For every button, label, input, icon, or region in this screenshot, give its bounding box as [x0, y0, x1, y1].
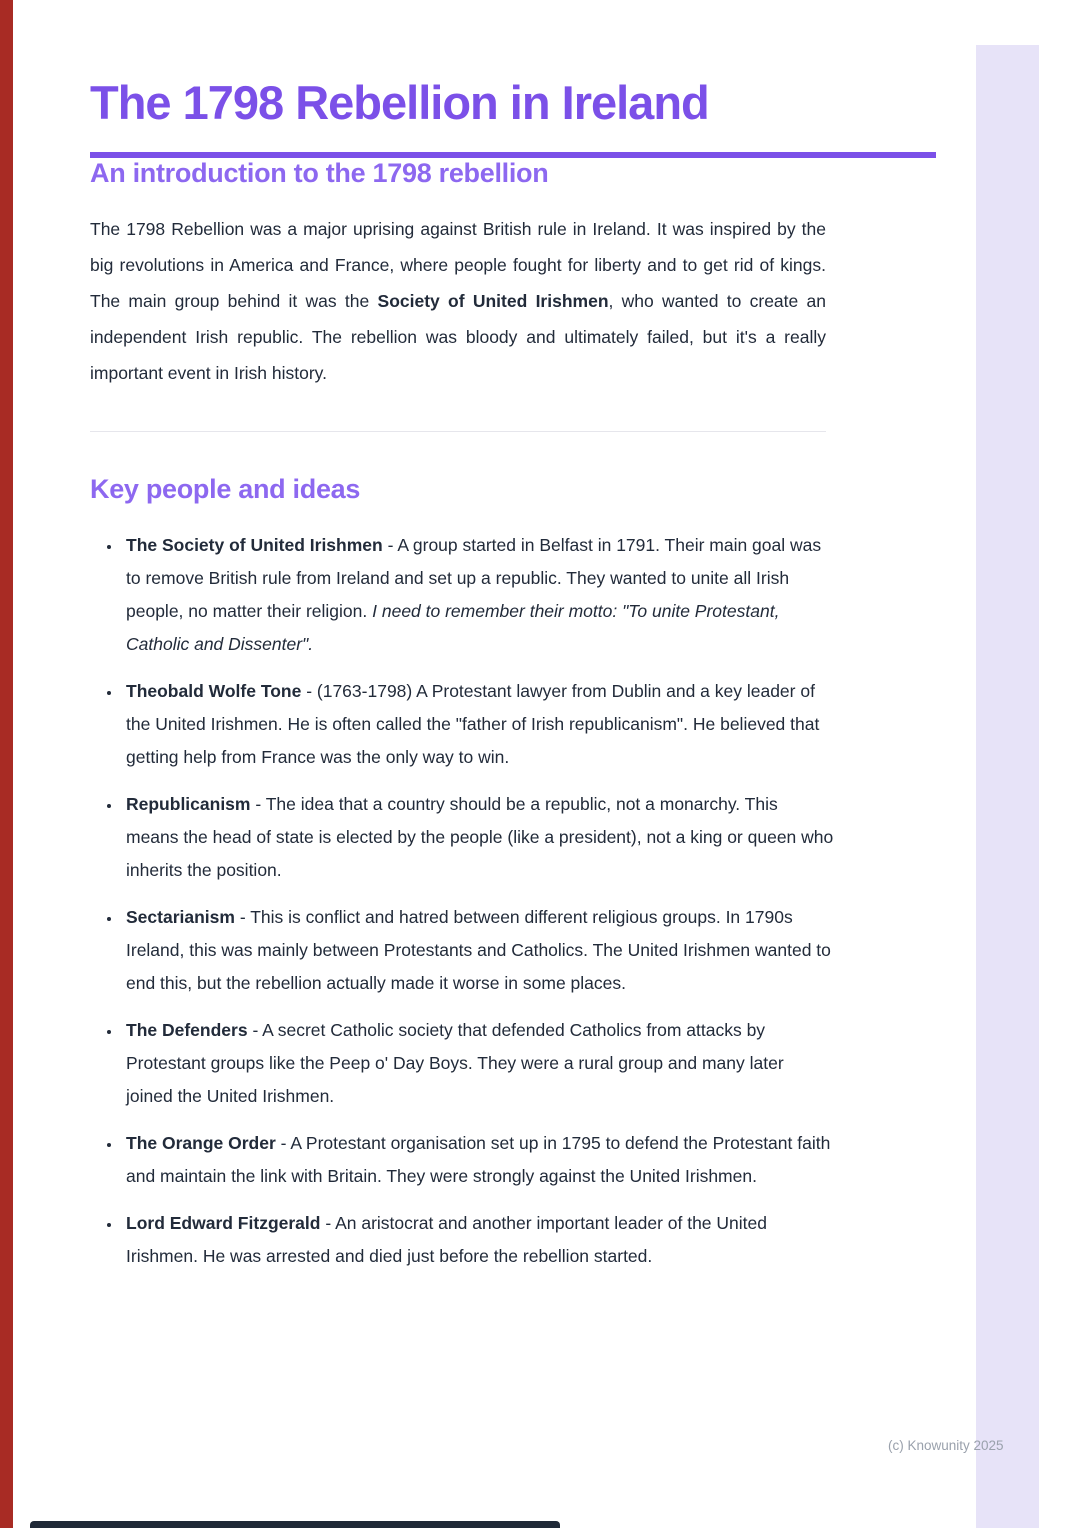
term: Republicanism [126, 794, 251, 815]
term: The Defenders [126, 1020, 248, 1041]
term: The Orange Order [126, 1133, 276, 1154]
term-description: - A group started in Belfast in 1791. Their main goal was to remove British rule from Ireland and set up a republic. They wanted to unite all Irish people, no matter their religion. [126, 535, 822, 622]
list-item [122, 901, 834, 1000]
document-content [90, 76, 936, 1287]
list-item [122, 529, 834, 661]
term: Lord Edward Fitzgerald [126, 1213, 321, 1234]
list-item [122, 1127, 834, 1193]
term: Sectarianism [126, 907, 235, 928]
term-description: - (1763-1798) A Protestant lawyer from Dublin and a key leader of the United Irishmen. He is often called the "father of Irish republicanism". He believed that getting help from France was the only way to win. [126, 681, 820, 768]
list-item [122, 1014, 834, 1113]
right-margin-strip [976, 45, 1039, 1528]
list-item [122, 788, 834, 887]
page-title: The 1798 Rebellion in Ireland [90, 76, 709, 129]
list-item [122, 1207, 834, 1273]
term-description: - A Protestant organisation set up in 1795 to defend the Protestant faith and maintain the link with Britain. They were strongly against the United Irishmen. [126, 1133, 831, 1187]
personal-note: I need to remember their motto: "To unite Protestant, Catholic and Dissenter". [126, 601, 780, 655]
intro-text-start: The 1798 Rebellion was a major uprising against British rule in Ireland. It was inspired by the big revolutions in America and France, where people fought for liberty and to get rid of kings. The main group behind it was the [90, 219, 826, 312]
left-accent-bar [0, 0, 13, 1528]
watermark-credit: (c) Knowunity 2025 [888, 1438, 1004, 1453]
intro-bold-phrase: Society of United Irishmen [377, 291, 609, 312]
intro-section-heading: An introduction to the 1798 rebellion [90, 158, 549, 189]
key-people-section-heading: Key people and ideas [90, 474, 361, 505]
section-divider [90, 431, 826, 432]
next-page-edge [30, 1521, 560, 1528]
term-description: - An aristocrat and another important leader of the United Irishmen. He was arrested and died just before the rebellion started. [126, 1213, 767, 1267]
term-description: - A secret Catholic society that defended Catholics from attacks by Protestant groups like the Peep o' Day Boys. They were a rural group and many later joined the United Irishmen. [126, 1020, 784, 1107]
term-description: - This is conflict and hatred between different religious groups. In 1790s Ireland, this was mainly between Protestants and Catholics. The United Irishmen wanted to end this, but the rebellion actually made it worse in some places. [126, 907, 831, 994]
term: The Society of United Irishmen [126, 535, 383, 556]
key-people-list [90, 529, 834, 1273]
list-item [122, 675, 834, 774]
intro-paragraph [90, 211, 826, 391]
term: Theobald Wolfe Tone [126, 681, 302, 702]
intro-text-end: , who wanted to create an independent Irish republic. The rebellion was bloody and ultimately failed, but it's a really important event in Irish history. [90, 291, 826, 384]
term-description: - The idea that a country should be a republic, not a monarchy. This means the head of state is elected by the people (like a president), not a king or queen who inherits the position. [126, 794, 834, 881]
